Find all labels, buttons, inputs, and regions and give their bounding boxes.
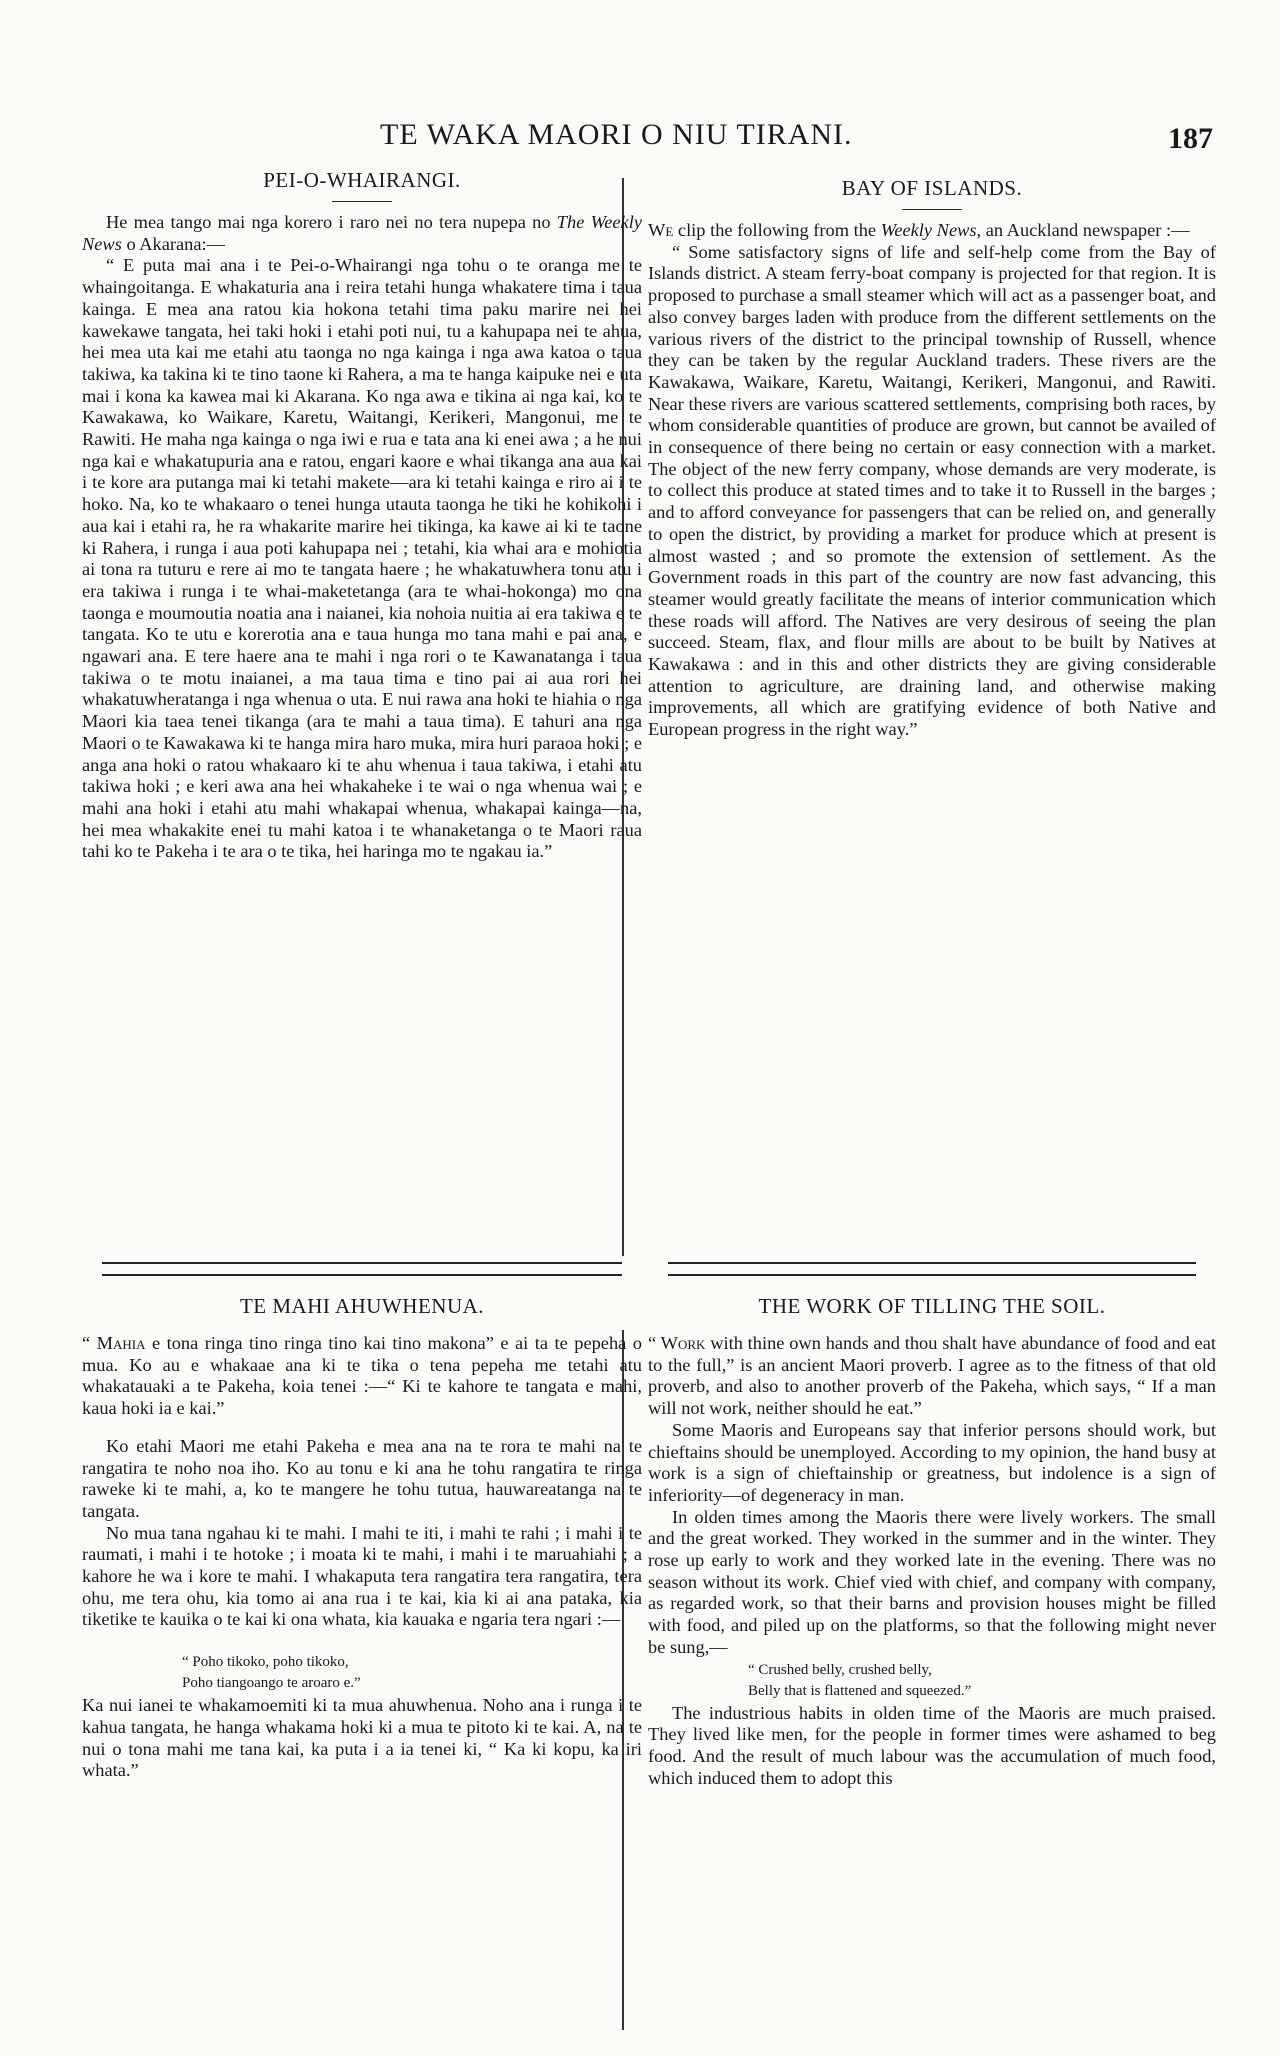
section-double-rule	[102, 1262, 622, 1276]
verse-line: “ Crushed belly, crushed belly,	[748, 1661, 932, 1678]
paragraph: Ka nui ianei te whakamoemiti ki ta mua ahuwhenua. Noho ana i runga i te kahua tangata, he hanga whakama hoki ki a mua te pitoto ki te kai. A, na te nui o tona mahi me tana kai, ka puta i a ia tenei ki, “ Ka ki kopu, ka iri whata.”	[82, 1695, 642, 1781]
article-body: “ Some satisfactory signs of life and self-help come from the Bay of Islands district. A steam ferry-boat company is projected for that region. It is proposed to purchase a small steamer which will act as a passenger boat, and also convey barges laden with produce from the different settlements on the various rivers of the district to the principal township of Russell, whence they can be taken by the regular Auckland traders. These rivers are the Kawakawa, Waikare, Karetu, Waitangi, Kerikeri, Mangonui, and Rawiti. Near these rivers are various scattered settlements, comprising both races, by whom considerable quantities of produce are grown, but cannot be availed of in consequence of there being no certain or easy connection with a market. The object of the new ferry company, whose demands are very moderate, is to collect this produce at stated times and to take it to Russell in the barges ; and to afford conveyance for passengers that can be relied on, and generally to open the district, by providing a market for produce which at present is almost wasted ; and so promote the extension of settlement. As the Government roads in this part of the country are now fast advancing, this steamer would greatly facilitate the means of interior communication which these roads will afford. The Natives are very desirous of seeing the plan succeed. Steam, flax, and flour mills are about to be built by Natives at Kawakawa : and in this and other districts they are giving considerable attention to agriculture, are draining land, and otherwise making improvements, all which are gratifying evidence of both Native and European progress in the right way.”	[648, 241, 1216, 740]
article-title: PEI-O-WHAIRANGI.	[263, 168, 461, 192]
intro-text-end: , an Auckland newspaper :—	[976, 220, 1190, 240]
masthead: TE WAKA MAORI O NIU TIRANI.	[380, 118, 853, 151]
newspaper-name: Weekly News	[880, 220, 977, 240]
paragraph	[82, 1333, 642, 1420]
article-intro	[82, 212, 642, 255]
article-te-mahi-ahuwhenua	[82, 1262, 642, 1782]
section-double-rule	[668, 1262, 1196, 1276]
paragraph-lead: “ Work	[648, 1333, 706, 1353]
article-title: TE MAHI AHUWHENUA.	[239, 1294, 485, 1318]
page-number: 187	[1168, 122, 1213, 155]
verse-line: Poho tiangoango te aroaro e.”	[182, 1675, 361, 1692]
paragraph: The industrious habits in olden time of the Maoris are much praised. They lived like men, for the people in former times were ashamed to beg food. And the result of much labour was the accumulation of much food, which induced them to adopt this	[648, 1702, 1216, 1788]
title-rule	[902, 209, 962, 210]
article-title: BAY OF ISLANDS.	[841, 176, 1023, 200]
intro-text-end: o Akarana:—	[121, 233, 226, 254]
paragraph	[648, 1333, 1216, 1420]
running-head	[0, 118, 1280, 158]
verse-line: Belly that is flattened and squeezed.”	[748, 1682, 972, 1699]
article-work-of-tilling	[648, 1262, 1216, 1789]
intro-lead: We	[648, 220, 674, 240]
article-pei-o-whairangi	[82, 168, 642, 863]
paragraph: No mua tana ngahau ki te mahi. I mahi te iti, i mahi te rahi ; i mahi i te raumati, i mahi i te hotoke ; i moata ki te mahi, i mahi i te maruahiahi ; a kahore he wa i kore te mahi. I whakaputa tera rangatira tera rangatira, tera ohu, me tera ohu, kia tomo ai ana rua i te kai, kia ki ai ana pataka, kia tiketike te kauika o te kai ki ona whata, kia kauaka e ngaria tera ngari :—	[82, 1522, 642, 1630]
paragraph-text: e tona ringa tino ringa tino kai tino makona” e ai ta te pepeha o mua. Ko au e whakaae ana ki te tika o tena pepeha me tetahi atu whakatauaki a te Pakeha, koia tenei :—“ Ki te kahore te tangata e mahi, kaua hoki ia e kai.”	[82, 1333, 643, 1419]
paragraph-lead: “ Mahia	[82, 1333, 146, 1353]
paragraph: Ko etahi Maori me etahi Pakeha e mea ana na te rora te mahi na te rangatira te noho noa iho. Ko au tonu e ki ana he tohu rangatira te ringa raweke ki te mahi, a, ko te mangere he tohu tutua, hauwareatanga na te tangata.	[82, 1435, 642, 1521]
article-intro	[648, 220, 1216, 242]
title-rule	[332, 201, 392, 202]
paragraph: Some Maoris and Europeans say that inferior persons should work, but chieftains should be unemployed. According to my opinion, the hand busy at work is a sign of chieftainship or greatness, but indolence is a sign of inferiority—of degeneracy in man.	[648, 1419, 1216, 1505]
intro-text: clip the following from the	[673, 220, 881, 240]
article-title: THE WORK OF TILLING THE SOIL.	[758, 1294, 1106, 1318]
paragraph: In olden times among the Maoris there were lively workers. The small and the great worked. They worked in the summer and in the winter. They rose up early to work and they worked late in the evening. There was no season without its work. Chief vied with chief, and company with company, as regarded work, so that their barns and provision houses might be filled with food, and piled up on the platforms, so that the following might never be sung,—	[648, 1506, 1216, 1657]
intro-text: He mea tango mai nga korero i raro nei no tera nupepa no	[106, 212, 557, 232]
paragraph-text: with thine own hands and thou shalt have abundance of food and eat to the full,” is an ancient Maori proverb. I agree as to the fitness of that old proverb, and also to another proverb of the Pakeha, which says, “ If a man will not work, neither should he eat.”	[648, 1333, 1216, 1419]
article-bay-of-islands	[648, 176, 1216, 741]
article-body: “ E puta mai ana i te Pei-o-Whairangi nga tohu o te oranga me te whaingoitanga. E whakaturia ana i reira tetahi hunga whakatere tima i taua kainga. E mea ana ratou kia hokona tetahi tima paku marire nei hei kawekawe tangata, hei taki hoki i etahi poti nui, tu a kahupapa nei te ahua, hei mea uta kai me etahi atu taonga no nga kainga i nga awa katoa o taua takiwa, ka takina ki te tino taone ki Rahera, a ma te hanga kaipuke nei e uta mai i kona ka kawea mai ki Akarana. Ko nga awa e tikina ai nga kai, ko te Kawakawa, ko Waikare, Karetu, Waitangi, Kerikeri, Mangonui, me te Rawiti. He maha nga kainga o nga iwi e rua e tata ana ki enei awa ; a he nui nga kai e whakatupuria ana e ratou, engari kaore e whai tikanga ana aua kai i te kore ara putanga mai ki tetahi makete—ara ki tetahi kainga e riro ai i te hoko. Na, ko te whakaaro o tenei hunga utauta taonga he tiki he kohikohi i aua kai i etahi ra, he ra whakarite marire hei tikinga, ka kawe ai ki te taone ki Rahera, i runga i aua poti kahupapa nei ; tetahi, kia whai ara e mohiotia ai tona ra tuturu e rere ai mo te tangata haere ; he whakatuwhera tonu atu i era takiwa i runga i te whai-maketetanga (ara te whai-hokonga) mo ona taonga e moumoutia noatia ana i naianei, kia nohoia nuitia ai era takiwa e te tangata. Ko te utu e korerotia ana e taua hunga mo tana mahi e pai ana, e ngawari ana. E tere haere ana te mahi i nga rori o te Kawanatanga i taua takiwa o te motu inaianei, a ma taua tima e tino pai ai aua rori hei whakatuwheratanga i nga whenua o uta. E nui rawa ana hoki te hiahia o nga Maori kia taea tenei tikanga (ara te mahi a taua tima). E tahuri ana nga Maori o te Kawakawa ki te hanga mira haro muka, mira huri paraoa hoki ; e anga ana hoki o ratou whakaaro ki te ahu whenua i taua takiwa, i etahi atu takiwa hoki ; e keri awa ana hei whakaheke i te wai o nga whenua wai ; e mahi ana hoki i etahi atu mahi whakapai whenua, whakapai kainga—na, hei mea whakakite enei tu mahi katoa i te whanaketanga o te Maori raua tahi ko te Pakeha i te ara o te tika, hei haringa mo te ngakau ia.”	[82, 255, 642, 862]
newspaper-name: The Weekly News	[82, 212, 642, 254]
verse-line: “ Poho tikoko, poho tikoko,	[182, 1654, 349, 1671]
